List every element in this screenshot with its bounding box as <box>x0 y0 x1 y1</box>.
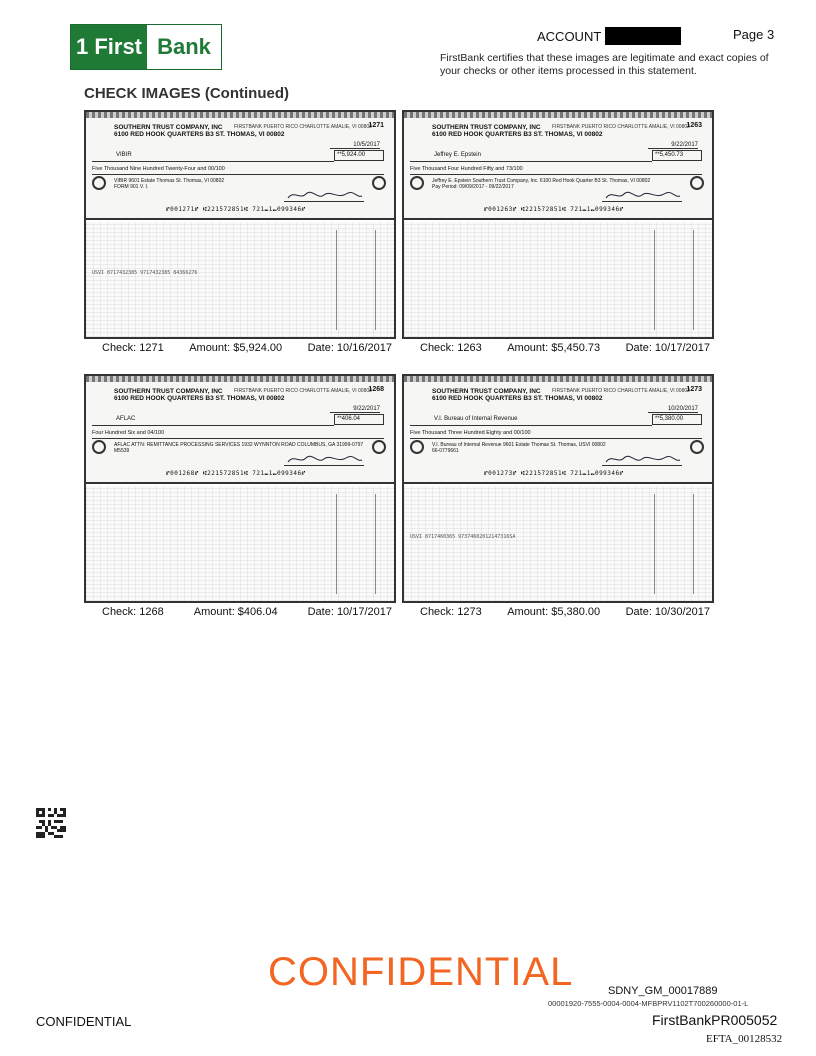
check-front <box>404 112 712 220</box>
check-number: 1273 <box>686 386 702 393</box>
check-frame <box>402 374 714 603</box>
circle-icon <box>410 176 424 190</box>
amount-box: **406.04 <box>334 414 384 425</box>
caption-check: Check: 1263 <box>420 342 482 354</box>
payee-address: AFLAC ATTN: REMITTANCE PROCESSING SERVICES 1932 WYNNTON ROAD COLUMBUS, GA 31999-0797 M5539 <box>114 442 364 454</box>
check-bank: FIRSTBANK PUERTO RICO CHARLOTTE AMALIE, VI 00802 <box>234 124 372 130</box>
check-image <box>84 374 396 618</box>
check-caption <box>402 606 714 618</box>
logo-left: 1 First <box>71 25 147 69</box>
caption-check: Check: 1271 <box>102 342 164 354</box>
check-back <box>86 486 394 601</box>
check-date: 10/20/2017 <box>648 406 698 413</box>
micr-line: ⑈001268⑈ ⑆221572851⑆ 721⑉1⑉099346⑈ <box>166 470 306 477</box>
check-frame <box>84 374 396 603</box>
payee-line: Jeffrey E. Epstein <box>410 152 652 162</box>
circle-icon <box>690 176 704 190</box>
check-front <box>86 376 394 484</box>
circle-icon <box>690 440 704 454</box>
check-date: 10/5/2017 <box>330 142 380 149</box>
payee-address: Jeffrey E. Epstein Southern Trust Company, Inc. 6100 Red Hook Quarter B3 St. Thomas, VI 00802 Pay Period: 09/09/2017 - 09/22/2017 <box>432 178 651 190</box>
check-bank: FIRSTBANK PUERTO RICO CHARLOTTE AMALIE, VI 00802 <box>552 388 690 394</box>
signature <box>602 452 682 466</box>
amount-words: Five Thousand Four Hundred Fifty and 73/100 <box>410 166 702 175</box>
check-back <box>404 222 712 337</box>
section-title: CHECK IMAGES (Continued) <box>84 85 289 102</box>
page-number: Page 3 <box>733 27 775 42</box>
circle-icon <box>372 440 386 454</box>
check-image <box>402 110 714 354</box>
sdny-stamp: SDNY_GM_00017889 <box>608 985 718 997</box>
check-image <box>402 374 714 618</box>
micr-line: ⑈001273⑈ ⑆221572851⑆ 721⑉1⑉099346⑈ <box>484 470 624 477</box>
check-caption <box>84 606 396 618</box>
check-number: 1271 <box>368 122 384 129</box>
signature <box>284 188 364 202</box>
caption-date: Date: 10/30/2017 <box>625 606 710 618</box>
endorsement-stamp <box>336 230 376 330</box>
payee-line: V.I. Bureau of Internal Revenue <box>410 416 652 426</box>
security-band <box>404 112 712 118</box>
caption-amount: Amount: $406.04 <box>193 606 278 618</box>
bates-number: FirstBankPR005052 <box>652 1012 778 1028</box>
endorsement-stamp <box>336 494 376 594</box>
check-back <box>404 486 712 601</box>
check-number: 1268 <box>368 386 384 393</box>
caption-amount: Amount: $5,924.00 <box>189 342 283 354</box>
amount-box: **5,924.00 <box>334 150 384 161</box>
check-company: SOUTHERN TRUST COMPANY, INC 6100 RED HOOK QUARTERS B3 ST. THOMAS, VI 00802 <box>114 124 285 138</box>
check-caption <box>84 342 396 354</box>
account-info <box>537 27 681 45</box>
certification-text: FirstBank certifies that these images are legitimate and exact copies of your checks or other items processed in this statement. <box>440 52 769 77</box>
caption-date: Date: 10/17/2017 <box>625 342 710 354</box>
barcode-icon <box>36 808 66 838</box>
check-frame <box>402 110 714 339</box>
payee-address: VIBIR 9601 Estate Thomas St. Thomas, VI 00802 FORM 901 V. I. <box>114 178 225 190</box>
caption-date: Date: 10/16/2017 <box>307 342 392 354</box>
micr-line: ⑈001271⑈ ⑆221572851⑆ 721⑉1⑉099346⑈ <box>166 206 306 213</box>
check-company: SOUTHERN TRUST COMPANY, INC 6100 RED HOOK QUARTERS B3 ST. THOMAS, VI 00802 <box>114 388 285 402</box>
amount-words: Five Thousand Nine Hundred Twenty-Four and 00/100 <box>92 166 384 175</box>
payee-line: VIBIR <box>92 152 334 162</box>
check-front <box>404 376 712 484</box>
account-label: ACCOUNT <box>537 28 602 44</box>
confidential-label: CONFIDENTIAL <box>36 1014 132 1029</box>
payee-line: AFLAC <box>92 416 334 426</box>
document-reference: 00001920-7555-0004-0004-MFBPRV1102T700260000-01-L <box>548 999 749 1008</box>
security-band <box>404 376 712 382</box>
logo-right: Bank <box>147 25 221 69</box>
caption-date: Date: 10/17/2017 <box>307 606 392 618</box>
amount-box: **5,450.73 <box>652 150 702 161</box>
signature <box>284 452 364 466</box>
confidential-watermark: CONFIDENTIAL <box>268 950 574 994</box>
check-date: 9/22/2017 <box>330 406 380 413</box>
payee-address: V.I. Bureau of Internal Revenue 9601 Estate Thomas St. Thomas, USVI 00802 66-0779661 <box>432 442 606 454</box>
check-company: SOUTHERN TRUST COMPANY, INC 6100 RED HOOK QUARTERS B3 ST. THOMAS, VI 00802 <box>432 388 603 402</box>
check-company: SOUTHERN TRUST COMPANY, INC 6100 RED HOOK QUARTERS B3 ST. THOMAS, VI 00802 <box>432 124 603 138</box>
endorsement-text: USVI 8717432385 9717432385 84366276 <box>92 270 198 276</box>
endorsement-stamp <box>654 494 694 594</box>
micr-line: ⑈001263⑈ ⑆221572851⑆ 721⑉1⑉099346⑈ <box>484 206 624 213</box>
endorsement-stamp <box>654 230 694 330</box>
check-front <box>86 112 394 220</box>
check-back <box>86 222 394 337</box>
circle-icon <box>92 440 106 454</box>
caption-amount: Amount: $5,380.00 <box>507 606 601 618</box>
caption-amount: Amount: $5,450.73 <box>507 342 601 354</box>
caption-check: Check: 1273 <box>420 606 482 618</box>
amount-words: Five Thousand Three Hundred Eighty and 00/100 <box>410 430 702 439</box>
endorsement-text: USVI 8717460365 97374602012147316SA <box>410 534 516 540</box>
signature <box>602 188 682 202</box>
amount-box: **5,380.00 <box>652 414 702 425</box>
caption-check: Check: 1268 <box>102 606 164 618</box>
firstbank-logo <box>70 24 222 70</box>
circle-icon <box>92 176 106 190</box>
check-image <box>84 110 396 354</box>
check-bank: FIRSTBANK PUERTO RICO CHARLOTTE AMALIE, VI 00802 <box>552 124 690 130</box>
check-frame <box>84 110 396 339</box>
check-number: 1263 <box>686 122 702 129</box>
circle-icon <box>372 176 386 190</box>
amount-words: Four Hundred Six and 04/100 <box>92 430 384 439</box>
security-band <box>86 112 394 118</box>
circle-icon <box>410 440 424 454</box>
check-caption <box>402 342 714 354</box>
check-date: 9/22/2017 <box>648 142 698 149</box>
security-band <box>86 376 394 382</box>
check-bank: FIRSTBANK PUERTO RICO CHARLOTTE AMALIE, VI 00802 <box>234 388 372 394</box>
redaction-box <box>605 27 681 45</box>
efta-number: EFTA_00128532 <box>706 1033 783 1045</box>
